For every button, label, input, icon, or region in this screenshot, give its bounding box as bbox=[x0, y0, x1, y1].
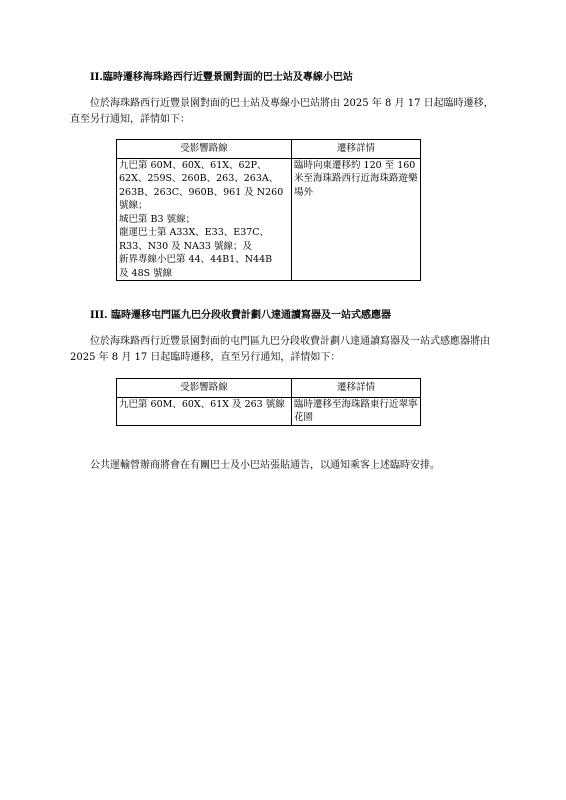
header-relocation-details: 遷移詳情 bbox=[292, 140, 421, 159]
section-2-paragraph: 位於海珠路西行近豐景園對面的巴士站及專線小巴站將由 2025 年 8 月 17 日起臨時遷移，直至另行通知，詳情如下： bbox=[70, 98, 494, 125]
relocation-details-cell: 臨時向東遷移約 120 至 160 米至海珠路西行近海珠路遊樂場外 bbox=[292, 158, 421, 281]
header-affected-routes: 受影響路線 bbox=[117, 379, 292, 398]
section-2-heading: II.臨時遷移海珠路西行近豐景園對面的巴士站及專線小巴站 bbox=[90, 72, 353, 83]
header-affected-routes: 受影響路線 bbox=[117, 140, 292, 159]
table-header-row bbox=[117, 140, 421, 159]
affected-routes-cell bbox=[117, 158, 292, 281]
route-line: 龍運巴士第 A33X、E33、E37C、 bbox=[119, 227, 270, 238]
table-header-row bbox=[117, 379, 421, 398]
route-line: 城巴第 B3 號線； bbox=[119, 213, 196, 225]
table-row bbox=[117, 158, 421, 281]
section-3-heading: III. 臨時遷移屯門區九巴分段收費計劃八達通讀寫器及一站式感應器 bbox=[90, 310, 391, 321]
route-line: 62X、259S、260B、263、263A、 bbox=[119, 173, 279, 184]
route-line: 新界專線小巴第 44、44B1、N44B bbox=[119, 254, 273, 265]
section-2-table bbox=[116, 139, 421, 281]
section-3-table bbox=[116, 378, 421, 426]
affected-routes-cell: 九巴第 60M、60X、61X 及 263 號線 bbox=[117, 397, 292, 425]
relocation-details-cell: 臨時遷移至海珠路東行近翠寧花園 bbox=[292, 397, 421, 425]
route-line: 263B、263C、960B、961 及 N260 bbox=[119, 186, 284, 198]
route-line: R33、N30 及 NA33 號線；及 bbox=[119, 240, 252, 252]
header-relocation-details: 遷移詳情 bbox=[292, 379, 421, 398]
footer-notice: 公共運輸營辦商將會在有關巴士及小巴站張貼通告，以通知乘客上述臨時安排。 bbox=[90, 460, 440, 471]
route-line: 號線； bbox=[119, 200, 148, 211]
section-3-paragraph: 位於海珠路西行近豐景園對面的屯門區九巴分段收費計劃八達通讀寫器及一站式感應器將由 2025 年 8 月 17 日起臨時遷移，直至另行通知，詳情如下： bbox=[70, 336, 490, 363]
route-line: 及 48S 號線 bbox=[119, 267, 173, 279]
table-row bbox=[117, 397, 421, 425]
route-line: 九巴第 60M、60X、61X、62P、 bbox=[119, 159, 267, 171]
